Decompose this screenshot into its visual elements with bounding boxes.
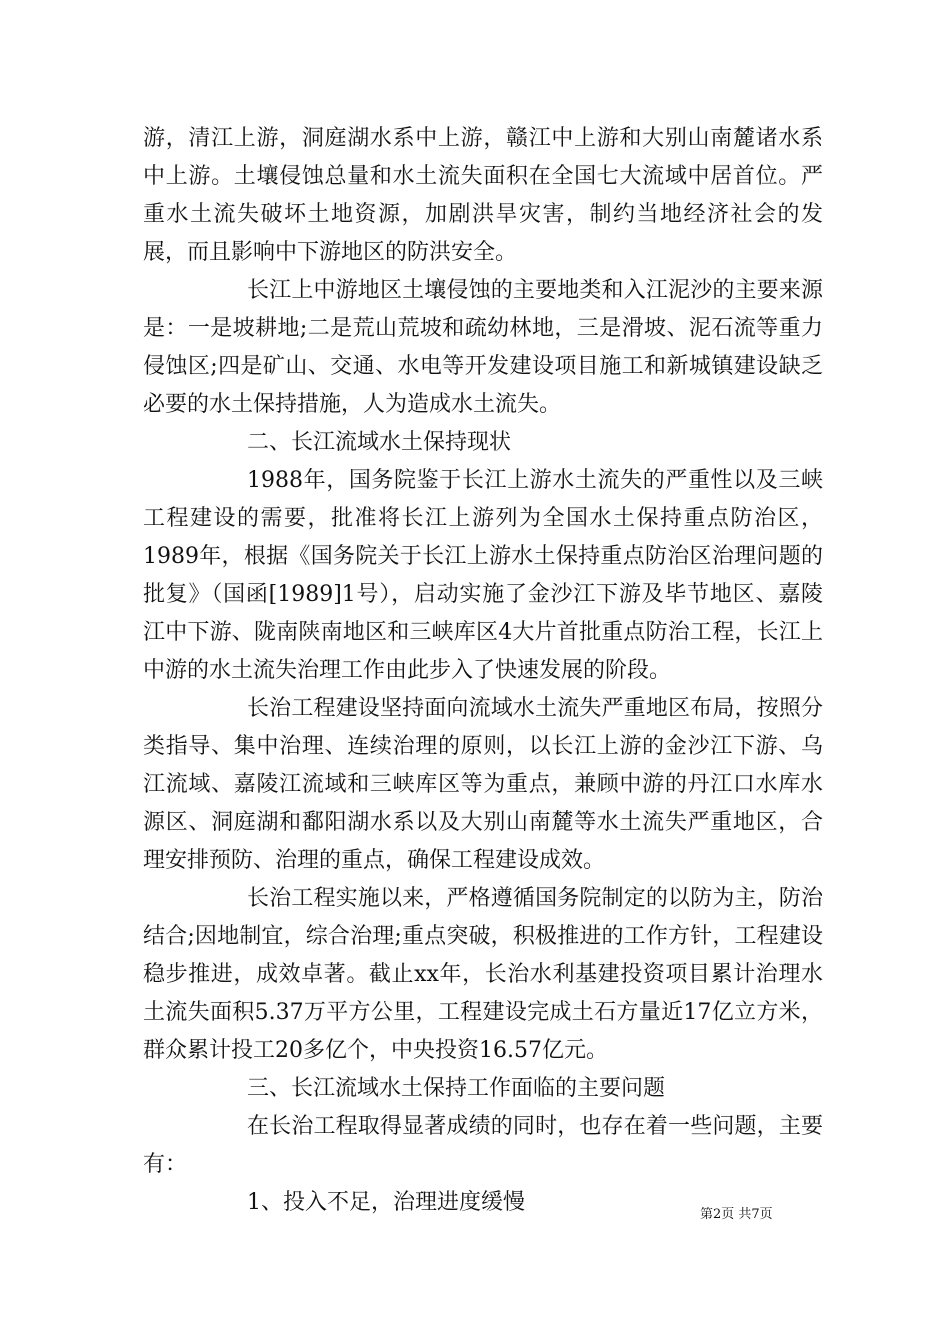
paragraph-project-layout: 长治工程建设坚持面向流域水土流失严重地区布局，按照分类指导、集中治理、连续治理的原则，以长江上游的金沙江下游、乌江流域、嘉陵江流域和三峡库区等为重点，兼顾中游的丹江口水库水源区、洞庭湖和鄱阳湖水系以及大别山南麓等水土流失严重地区，合理安排预防、治理的重点，确保工程建设成效。 <box>143 696 823 873</box>
subheading-insufficient-investment: 1、投入不足，治理进度缓慢 <box>247 1190 525 1215</box>
paragraph-problems-intro: 在长治工程取得显著成绩的同时，也存在着一些问题，主要有： <box>143 1114 823 1177</box>
paragraph-continuation: 游，清江上游，洞庭湖水系中上游，赣江中上游和大别山南麓诸水系中上游。土壤侵蚀总量和水土流失面积在全国七大流域中居首位。严重水土流失破坏土地资源，加剧洪旱灾害，制约当地经济社会的发展，而且影响中下游地区的防洪安全。 <box>143 126 823 265</box>
page-number-footer: 第2页 共7页 <box>700 1207 773 1222</box>
paragraph-erosion-sources: 长江上中游地区土壤侵蚀的主要地类和入江泥沙的主要来源是：一是坡耕地;二是荒山荒坡和疏幼林地，三是滑坡、泥石流等重力侵蚀区;四是矿山、交通、水电等开发建设项目施工和新城镇建设缺乏必要的水土保持措施，人为造成水土流失。 <box>143 278 823 417</box>
document-body <box>143 120 823 1222</box>
section-heading-main-problems: 三、长江流域水土保持工作面临的主要问题 <box>247 1076 666 1101</box>
section-heading-current-status: 二、长江流域水土保持现状 <box>247 430 512 455</box>
paragraph-achievements: 长治工程实施以来，严格遵循国务院制定的以防为主，防治结合;因地制宜，综合治理;重点突破，积极推进的工作方针，工程建设稳步推进，成效卓著。截止xx年，长治水利基建投资项目累计治理水土流失面积5.37万平方公里，工程建设完成土石方量近17亿立方米，群众累计投工20多亿个，中央投资16.57亿元。 <box>143 886 823 1063</box>
paragraph-1988-history: 1988年，国务院鉴于长江上游水土流失的严重性以及三峡工程建设的需要，批准将长江上游列为全国水土保持重点防治区，1989年，根据《国务院关于长江上游水土保持重点防治区治理问题的批复》（国函[1989]1号），启动实施了金沙江下游及毕节地区、嘉陵江中下游、陇南陕南地区和三峡库区4大片首批重点防治工程，长江上中游的水土流失治理工作由此步入了快速发展的阶段。 <box>143 468 823 683</box>
